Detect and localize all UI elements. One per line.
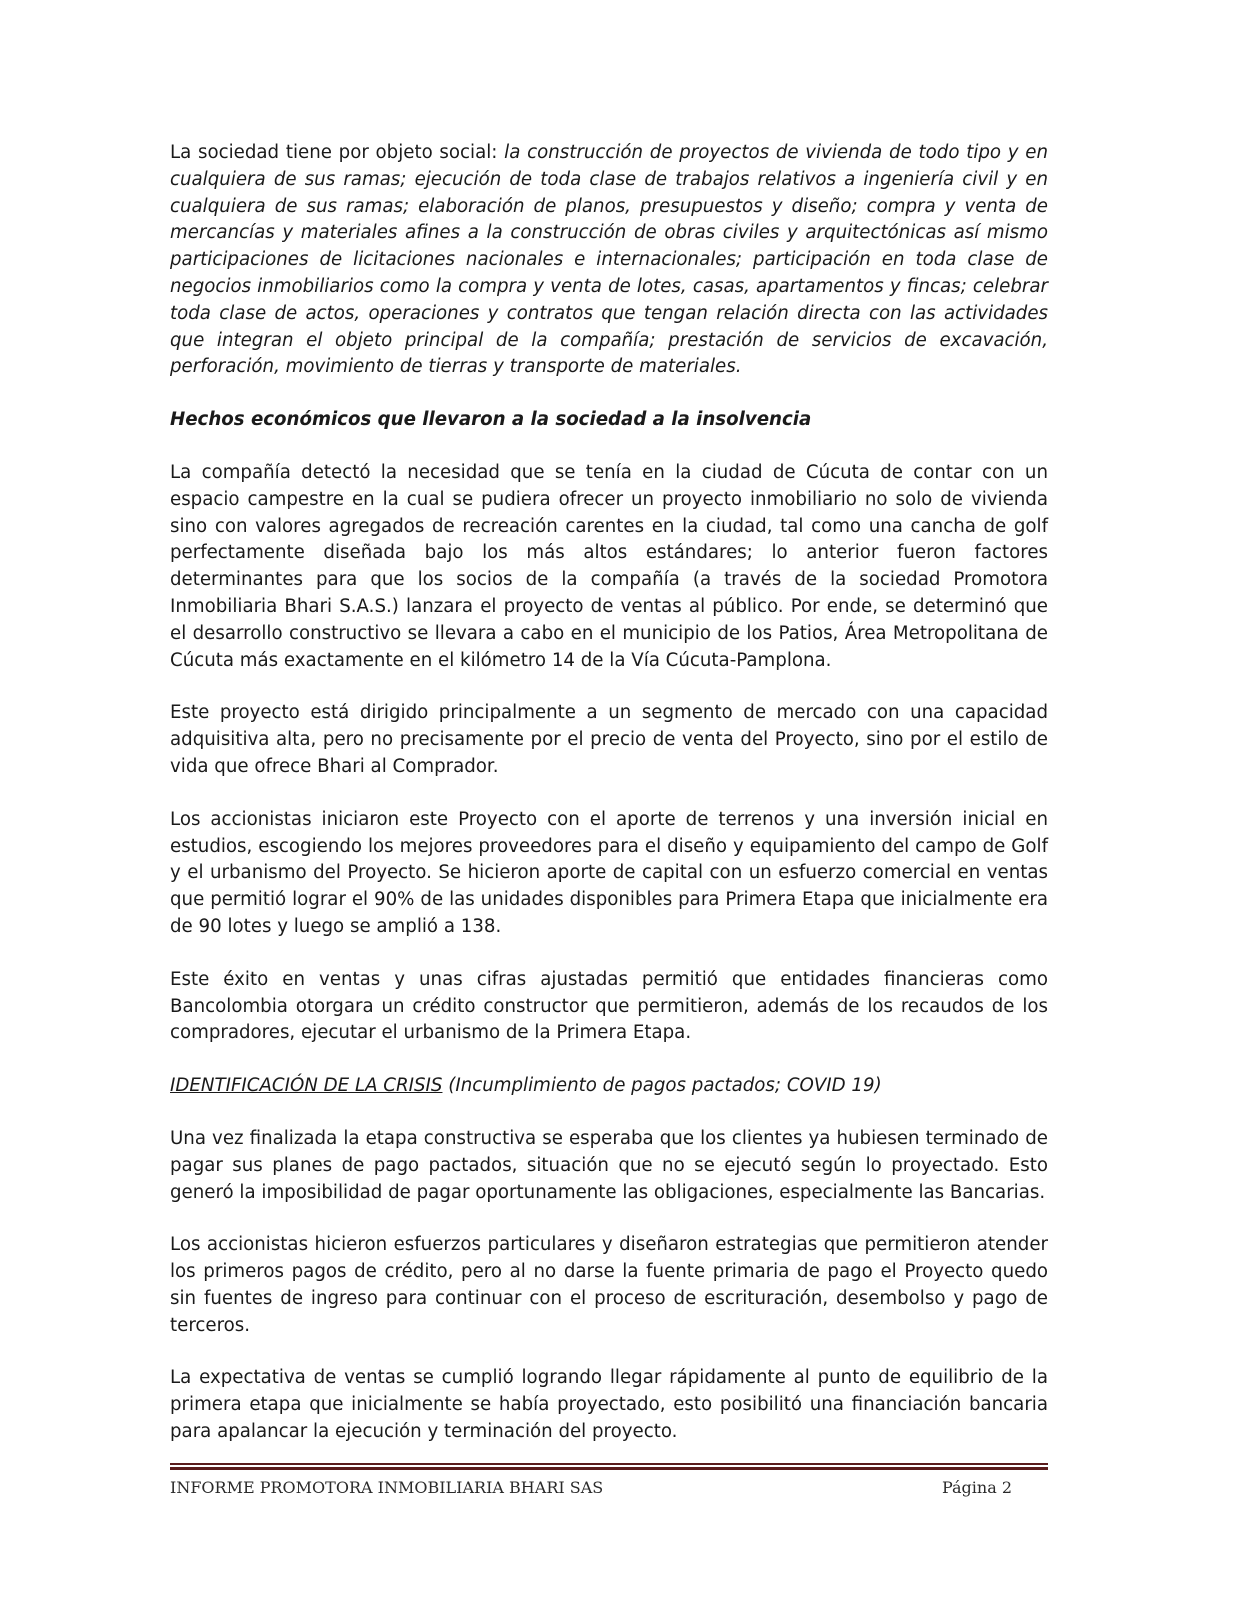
- footer-report-title: INFORME PROMOTORA INMOBILIARIA BHARI SAS: [170, 1478, 604, 1497]
- crisis-title: IDENTIFICACIÓN DE LA CRISIS: [170, 1075, 443, 1097]
- paragraph-finalizada: Una vez finalizada la etapa constructiva se esperaba que los clientes ya hubiesen terminado de pagar sus planes de pago pactados, situación que no se ejecutó según lo proyectado. Esto generó la imposibilidad de pagar oportunamente las obligaciones, especialmente las Bancarias.: [170, 1127, 1048, 1203]
- paragraph-exito: Este éxito en ventas y unas cifras ajustadas permitió que entidades financieras como Bancolombia otorgara un crédito constructor que permitieron, además de los recaudos de los compradores, ejecutar el urbanismo de la Primera Etapa.: [170, 968, 1048, 1044]
- objeto-lead: La sociedad tiene por objeto social:: [170, 142, 505, 163]
- section-heading-crisis: [170, 1073, 1048, 1100]
- objeto-description: la construcción de proyectos de vivienda de todo tipo y en cualquiera de sus ramas; ejecución de toda clase de trabajos relativos a ingeniería civil y en cualquiera de sus ramas; elaboración de planos, presupuestos y diseño; compra y venta de mercancías y materiales afines a la construcción de obras civiles y arquitectónicas así mismo participaciones de licitaciones nacionales e internacionales; participación en toda clase de negocios inmobiliarios como la compra y venta de lotes, casas, apartamentos y fincas; celebrar toda clase de actos, operaciones y contratos que tengan relación directa con las actividades que integran el objeto principal de la compañía; prestación de servicios de excavación, perforación, movimiento de tierras y transporte de materiales.: [170, 142, 1048, 378]
- paragraph-deteccion: La compañía detectó la necesidad que se tenía en la ciudad de Cúcuta de contar con un espacio campestre en la cual se pudiera ofrecer un proyecto inmobiliario no solo de vivienda sino con valores agregados de recreación carentes en la ciudad, tal como una cancha de golf perfectamente diseñada bajo los más altos estándares; lo anterior fueron factores determinantes para que los socios de la compañía (a través de la sociedad Promotora Inmobiliaria Bhari S.A.S.) lanzara el proyecto de ventas al público. Por ende, se determinó que el desarrollo constructivo se llevara a cabo en el municipio de los Patios, Área Metropolitana de Cúcuta más exactamente en el kilómetro 14 de la Vía Cúcuta-Pamplona.: [170, 461, 1048, 671]
- paragraph-expectativa: La expectativa de ventas se cumplió logrando llegar rápidamente al punto de equilibrio de la primera etapa que inicialmente se había proyectado, esto posibilitó una financiación bancaria para apalancar la ejecución y terminación del proyecto.: [170, 1367, 1048, 1443]
- document-body: [170, 140, 1048, 1472]
- paragraph-accionistas: Los accionistas iniciaron este Proyecto con el aporte de terrenos y una inversión inicial en estudios, escogiendo los mejores proveedores para el diseño y equipamiento del campo de Golf y el urbanismo del Proyecto. Se hicieron aporte de capital con un esfuerzo comercial en ventas que permitió lograr el 90% de las unidades disponibles para Primera Etapa que inicialmente era de 90 lotes y luego se amplió a 138.: [170, 808, 1048, 937]
- paragraph-esfuerzos: Los accionistas hicieron esfuerzos particulares y diseñaron estrategias que permitieron atender los primeros pagos de crédito, pero al no darse la fuente primaria de pago el Proyecto quedo sin fuentes de ingreso para continuar con el proceso de escrituración, desembolso y pago de terceros.: [170, 1234, 1048, 1336]
- paragraph-dirigido: Este proyecto está dirigido principalmente a un segmento de mercado con una capacidad adquisitiva alta, pero no precisamente por el precio de venta del Proyecto, sino por el estilo de vida que ofrece Bhari al Comprador.: [170, 702, 1048, 777]
- page-number: Página 2: [941, 1478, 1012, 1497]
- crisis-subtitle: (Incumplimiento de pagos pactados; COVID 19): [442, 1075, 882, 1097]
- section-heading-hechos: Hechos económicos que llevaron a la sociedad a la insolvencia: [170, 409, 812, 431]
- footer-rule: [170, 1463, 1048, 1470]
- paragraph-objeto-social: [170, 140, 1048, 381]
